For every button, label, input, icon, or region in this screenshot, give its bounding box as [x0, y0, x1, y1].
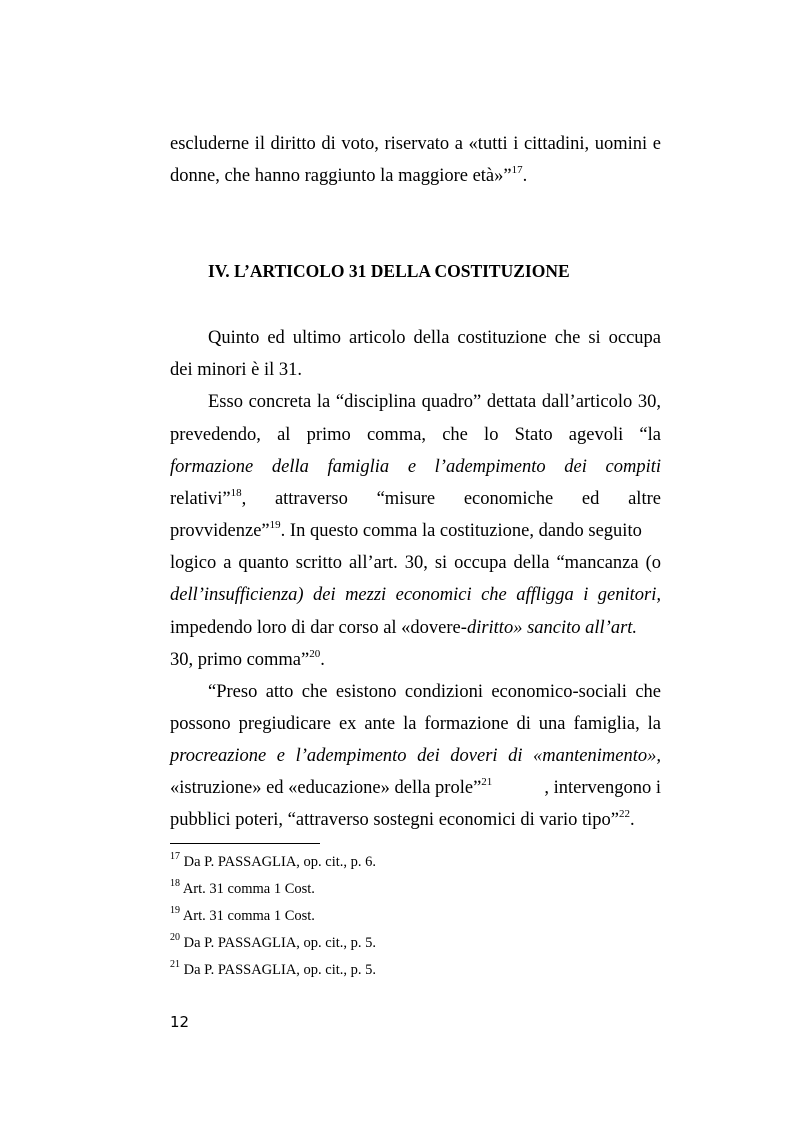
page-number: 12	[170, 1013, 190, 1031]
body-text: , intervengono i	[544, 778, 661, 798]
footnote-text: Da P. PASSAGLIA, op. cit., p. 5.	[180, 962, 377, 978]
body-line	[170, 165, 661, 187]
body-line: formazione della famiglia e l’adempimento dei compiti	[170, 457, 661, 477]
footnote-ref[interactable]: 21	[481, 775, 493, 788]
body-text: donne, che hanno raggiunto la maggiore età»”	[170, 166, 512, 186]
body-line: prevedendo, al primo comma, che lo Stato agevoli “la	[170, 425, 661, 445]
body-line: Esso concreta la “disciplina quadro” dettata dall’articolo 30,	[208, 392, 661, 412]
footnote-ref[interactable]: 20	[309, 647, 321, 660]
body-line	[170, 809, 661, 831]
footnote-number: 19	[170, 905, 180, 917]
section-heading: IV. L’ARTICOLO 31 DELLA COSTITUZIONE	[208, 261, 570, 281]
body-text: .	[320, 650, 325, 670]
body-text: altre	[628, 489, 661, 509]
body-text: .	[522, 166, 528, 186]
footnote-ref[interactable]: 22	[619, 807, 631, 820]
footnote-ref[interactable]: 18	[230, 486, 242, 499]
body-text: 30, primo comma”	[170, 650, 310, 670]
footnote-ref[interactable]: 17	[511, 163, 523, 176]
body-line: possono pregiudicare ex ante la formazione di una famiglia, la	[170, 714, 661, 734]
body-line: “Preso atto che esistono condizioni economico-sociali che	[208, 682, 661, 702]
footnote	[170, 961, 376, 979]
footnote-text: Art. 31 comma 1 Cost.	[180, 908, 315, 924]
body-line: dei minori è il 31.	[170, 360, 303, 380]
body-text: ed	[581, 489, 600, 509]
body-line: Quinto ed ultimo articolo della costituzione che si occupa	[208, 328, 661, 348]
body-line: procreazione e l’adempimento dei doveri di «mantenimento»,	[170, 746, 661, 766]
body-text: . In questo comma la costituzione, dando seguito	[280, 521, 642, 541]
footnote	[170, 907, 315, 925]
body-text: “misure	[376, 489, 436, 509]
body-line	[170, 488, 661, 510]
footnote-text: Da P. PASSAGLIA, op. cit., p. 5.	[180, 935, 377, 951]
body-text-italic: diritto» sancito all’art.	[466, 618, 638, 638]
body-line: escluderne il diritto di voto, riservato a «tutti i cittadini, uomini e	[170, 134, 661, 154]
body-line: dell’insufficienza) dei mezzi economici che affligga i genitori,	[170, 585, 661, 605]
body-line	[170, 649, 661, 671]
body-line: logico a quanto scritto all’art. 30, si occupa della “mancanza (o	[170, 553, 661, 573]
body-line	[170, 777, 661, 799]
body-text: «istruzione» ed «educazione» della prole”	[170, 778, 482, 798]
footnote	[170, 853, 376, 871]
body-text: .	[630, 810, 635, 830]
footnote-separator	[170, 843, 320, 844]
footnote-ref[interactable]: 19	[269, 518, 281, 531]
footnote-text: Art. 31 comma 1 Cost.	[180, 881, 315, 897]
footnote	[170, 880, 315, 898]
footnote-number: 20	[170, 932, 180, 944]
body-text: impedendo loro di dar corso al «dovere-	[170, 618, 467, 638]
footnote-text: Da P. PASSAGLIA, op. cit., p. 6.	[180, 854, 377, 870]
body-line	[170, 617, 661, 639]
body-text: provvidenze”	[170, 521, 270, 541]
footnote-number: 18	[170, 878, 180, 890]
footnote-number: 17	[170, 851, 180, 863]
footnote	[170, 934, 376, 952]
body-text: economiche	[463, 489, 554, 509]
body-text: pubblici poteri, “attraverso sostegni economici di vario tipo”	[170, 810, 620, 830]
footnote-number: 21	[170, 959, 180, 971]
body-line	[170, 520, 661, 542]
body-text: attraverso	[274, 489, 348, 509]
body-text: relativi”$^{18}$,	[170, 486, 247, 509]
